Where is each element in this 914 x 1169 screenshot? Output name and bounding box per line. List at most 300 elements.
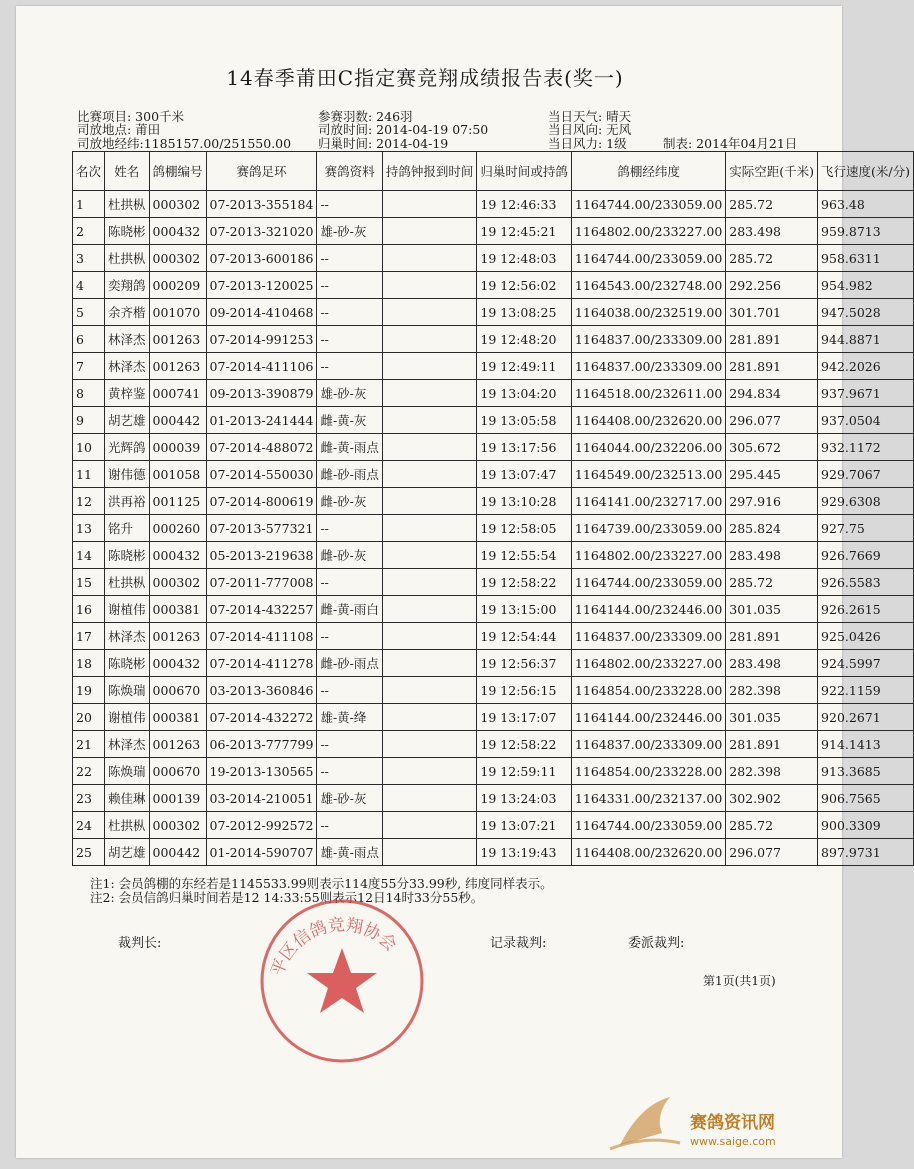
cell-rank: 12 [73,488,105,515]
cell-time: 19 13:10:28 [477,488,572,515]
cell-loft: 000302 [149,191,206,218]
cell-name: 谢伟德 [105,461,150,488]
cell-name: 赖佳琳 [105,785,150,812]
cell-coord: 1164744.00/233059.00 [571,812,725,839]
cell-loft: 000432 [149,542,206,569]
cell-time: 19 13:04:20 [477,380,572,407]
cell-info: 雌-砂-雨点 [317,461,382,488]
cell-ring: 07-2013-321020 [206,218,317,245]
recorder-label: 记录裁判: [490,936,547,951]
cell-clock [382,326,477,353]
release-coordinates: 司放地经纬:1185157.00/251550.00 [77,136,292,151]
cell-dist: 294.834 [726,380,818,407]
cell-coord: 1164408.00/232620.00 [571,407,725,434]
cell-time: 19 12:46:33 [477,191,572,218]
cell-loft: 000039 [149,434,206,461]
cell-coord: 1164837.00/233309.00 [571,623,725,650]
cell-rank: 25 [73,839,105,866]
cell-name: 铭升 [105,515,150,542]
cell-info: 雄-砂-灰 [317,380,382,407]
cell-speed: 944.8871 [818,326,914,353]
table-row [73,515,914,542]
cell-info: 雌-黄-雨白 [317,596,382,623]
cell-rank: 13 [73,515,105,542]
cell-coord: 1164744.00/233059.00 [571,569,725,596]
entries-count: 参赛羽数: 246羽 [318,109,413,124]
cell-info: 雌-黄-雨点 [317,434,382,461]
cell-ring: 07-2014-800619 [206,488,317,515]
cell-speed: 900.3309 [818,812,914,839]
cell-clock [382,731,477,758]
cell-dist: 283.498 [726,218,818,245]
cell-clock [382,542,477,569]
cell-speed: 958.6311 [818,245,914,272]
cell-info: -- [317,569,382,596]
cell-clock [382,380,477,407]
cell-time: 19 13:17:07 [477,704,572,731]
cell-loft: 000670 [149,677,206,704]
cell-ring: 07-2014-991253 [206,326,317,353]
cell-time: 19 12:59:11 [477,758,572,785]
cell-clock [382,353,477,380]
note-2: 注2: 会员信鸽归巢时间若是12 14:33:55则表示12日14时33分55秒。 [90,890,484,905]
svg-text:平区信鸽竞翔协会 [268,915,401,979]
table-row [73,569,914,596]
col-name: 姓名 [105,152,150,191]
table-row [73,542,914,569]
release-place: 司放地点: 莆田 [77,122,161,137]
col-speed: 飞行速度(米/分) [818,152,914,191]
cell-rank: 20 [73,704,105,731]
cell-clock [382,488,477,515]
weather: 当日天气: 晴天 [548,109,632,124]
cell-ring: 07-2014-432257 [206,596,317,623]
cell-rank: 5 [73,299,105,326]
cell-coord: 1164802.00/233227.00 [571,218,725,245]
cell-clock [382,299,477,326]
cell-name: 胡艺雄 [105,839,150,866]
table-row [73,407,914,434]
table-row [73,812,914,839]
cell-ring: 07-2013-355184 [206,191,317,218]
cell-ring: 07-2013-600186 [206,245,317,272]
cell-coord: 1164739.00/233059.00 [571,515,725,542]
cell-loft: 000302 [149,812,206,839]
cell-clock [382,461,477,488]
cell-time: 19 12:48:20 [477,326,572,353]
seal-text: 平区信鸽竞翔协会 [267,915,401,980]
table-row [73,380,914,407]
table-row [73,353,914,380]
cell-coord: 1164802.00/233227.00 [571,542,725,569]
cell-name: 陈晓彬 [105,542,150,569]
cell-dist: 301.701 [726,299,818,326]
cell-loft: 001058 [149,461,206,488]
table-row [73,623,914,650]
table-row [73,218,914,245]
cell-speed: 925.0426 [818,623,914,650]
cell-ring: 07-2013-577321 [206,515,317,542]
cell-loft: 000260 [149,515,206,542]
cell-speed: 920.2671 [818,704,914,731]
table-row [73,650,914,677]
cell-time: 19 12:54:44 [477,623,572,650]
cell-clock [382,191,477,218]
cell-name: 杜拱枞 [105,245,150,272]
official-seal [255,893,430,1068]
cell-time: 19 13:17:56 [477,434,572,461]
cell-name: 林泽杰 [105,731,150,758]
cell-loft: 000381 [149,596,206,623]
cell-time: 19 13:07:47 [477,461,572,488]
cell-coord: 1164141.00/232717.00 [571,488,725,515]
cell-speed: 926.5583 [818,569,914,596]
cell-name: 陈焕瑞 [105,677,150,704]
cell-info: -- [317,245,382,272]
cell-speed: 929.7067 [818,461,914,488]
col-distance: 实际空距(千米) [726,152,818,191]
col-rank: 名次 [73,152,105,191]
cell-speed: 937.9671 [818,380,914,407]
results-table [72,151,914,866]
cell-rank: 14 [73,542,105,569]
table-row [73,245,914,272]
cell-dist: 301.035 [726,704,818,731]
cell-ring: 07-2014-550030 [206,461,317,488]
cell-rank: 4 [73,272,105,299]
cell-name: 杜拱枞 [105,569,150,596]
cell-time: 19 12:56:37 [477,650,572,677]
cell-ring: 06-2013-777799 [206,731,317,758]
watermark-text: 赛鸽资讯网 [690,1113,775,1133]
cell-name: 谢植伟 [105,596,150,623]
cell-loft: 001263 [149,326,206,353]
cell-time: 19 12:56:15 [477,677,572,704]
cell-clock [382,596,477,623]
col-time: 归巢时间或持鸽 [477,152,572,191]
cell-coord: 1164543.00/232748.00 [571,272,725,299]
cell-dist: 285.824 [726,515,818,542]
cell-name: 陈焕瑞 [105,758,150,785]
cell-name: 黄梓鉴 [105,380,150,407]
cell-clock [382,704,477,731]
cell-info: 雄-砂-灰 [317,785,382,812]
cell-info: -- [317,191,382,218]
cell-info: 雄-黄-雨点 [317,839,382,866]
cell-info: 雄-黄-绛 [317,704,382,731]
cell-info: -- [317,812,382,839]
cell-loft: 000670 [149,758,206,785]
cell-dist: 296.077 [726,839,818,866]
wind-force: 当日风力: 1级 [548,136,627,151]
cell-name: 杜拱枞 [105,191,150,218]
cell-loft: 000209 [149,272,206,299]
cell-info: -- [317,623,382,650]
cell-rank: 8 [73,380,105,407]
table-row [73,272,914,299]
cell-time: 19 12:56:02 [477,272,572,299]
event-label: 比赛项目: 300千米 [77,109,185,124]
cell-info: -- [317,272,382,299]
cell-dist: 302.902 [726,785,818,812]
cell-time: 19 13:24:03 [477,785,572,812]
cell-clock [382,434,477,461]
cell-time: 19 13:15:00 [477,596,572,623]
cell-rank: 9 [73,407,105,434]
cell-time: 19 13:08:25 [477,299,572,326]
cell-dist: 292.256 [726,272,818,299]
cell-clock [382,758,477,785]
col-coord: 鸽棚经纬度 [571,152,725,191]
cell-name: 洪再裕 [105,488,150,515]
cell-loft: 000302 [149,569,206,596]
cell-coord: 1164837.00/233309.00 [571,326,725,353]
cell-rank: 11 [73,461,105,488]
cell-name: 林泽杰 [105,623,150,650]
cell-dist: 285.72 [726,245,818,272]
table-header-row [73,152,914,191]
cell-time: 19 13:05:58 [477,407,572,434]
table-row [73,434,914,461]
cell-info: 雄-砂-灰 [317,218,382,245]
cell-dist: 281.891 [726,731,818,758]
wind-direction: 当日风向: 无风 [548,122,632,137]
cell-clock [382,677,477,704]
report-title: 14春季莆田C指定赛竞翔成绩报告表(奖一) [226,66,624,90]
cell-ring: 07-2014-411108 [206,623,317,650]
cell-name: 陈晓彬 [105,650,150,677]
cell-clock [382,785,477,812]
cell-dist: 281.891 [726,623,818,650]
table-row [73,704,914,731]
table-row [73,299,914,326]
cell-clock [382,272,477,299]
cell-rank: 10 [73,434,105,461]
cell-rank: 23 [73,785,105,812]
cell-ring: 07-2011-777008 [206,569,317,596]
cell-speed: 937.0504 [818,407,914,434]
referee-label: 裁判长: [118,936,162,951]
cell-dist: 297.916 [726,488,818,515]
cell-ring: 07-2012-992572 [206,812,317,839]
cell-ring: 05-2013-219638 [206,542,317,569]
cell-coord: 1164802.00/233227.00 [571,650,725,677]
cell-loft: 000381 [149,704,206,731]
cell-speed: 963.48 [818,191,914,218]
cell-time: 19 12:45:21 [477,218,572,245]
note-1: 注1: 会员鸽棚的东经若是1145533.99则表示114度55分33.99秒, 纬度同样表示。 [90,876,553,891]
cell-speed: 954.982 [818,272,914,299]
table-row [73,677,914,704]
cell-time: 19 12:55:54 [477,542,572,569]
cell-coord: 1164837.00/233309.00 [571,353,725,380]
table-row [73,191,914,218]
cell-rank: 1 [73,191,105,218]
cell-loft: 001263 [149,353,206,380]
cell-dist: 301.035 [726,596,818,623]
cell-ring: 19-2013-130565 [206,758,317,785]
cell-time: 19 12:58:05 [477,515,572,542]
cell-speed: 932.1172 [818,434,914,461]
cell-clock [382,650,477,677]
cell-coord: 1164854.00/233228.00 [571,758,725,785]
cell-rank: 16 [73,596,105,623]
cell-name: 余齐楷 [105,299,150,326]
release-time: 司放时间: 2014-04-19 07:50 [318,122,489,137]
cell-speed: 947.5028 [818,299,914,326]
cell-time: 19 12:58:22 [477,569,572,596]
cell-loft: 001070 [149,299,206,326]
made-date: 制表: 2014年04月21日 [663,136,798,151]
cell-ring: 07-2014-411106 [206,353,317,380]
cell-ring: 07-2014-411278 [206,650,317,677]
cell-coord: 1164408.00/232620.00 [571,839,725,866]
cell-loft: 000302 [149,245,206,272]
cell-info: 雌-砂-灰 [317,542,382,569]
page-number: 第1页(共1页) [703,974,776,988]
cell-loft: 000442 [149,407,206,434]
cell-time: 19 13:07:21 [477,812,572,839]
cell-ring: 01-2014-590707 [206,839,317,866]
cell-speed: 924.5997 [818,650,914,677]
table-row [73,785,914,812]
cell-info: -- [317,326,382,353]
cell-rank: 21 [73,731,105,758]
cell-info: -- [317,677,382,704]
cell-dist: 285.72 [726,191,818,218]
cell-speed: 959.8713 [818,218,914,245]
cell-speed: 922.1159 [818,677,914,704]
cell-loft: 000432 [149,650,206,677]
cell-coord: 1164518.00/232611.00 [571,380,725,407]
cell-info: -- [317,758,382,785]
cell-ring: 07-2014-432272 [206,704,317,731]
cell-coord: 1164854.00/233228.00 [571,677,725,704]
return-date: 归巢时间: 2014-04-19 [318,136,449,151]
table-row [73,839,914,866]
cell-speed: 927.75 [818,515,914,542]
table-row [73,488,914,515]
cell-info: -- [317,353,382,380]
cell-name: 谢植伟 [105,704,150,731]
cell-rank: 19 [73,677,105,704]
cell-coord: 1164331.00/232137.00 [571,785,725,812]
cell-info: -- [317,299,382,326]
cell-dist: 285.72 [726,569,818,596]
cell-dist: 295.445 [726,461,818,488]
cell-dist: 282.398 [726,758,818,785]
cell-coord: 1164144.00/232446.00 [571,596,725,623]
cell-loft: 000432 [149,218,206,245]
cell-info: -- [317,515,382,542]
cell-clock [382,515,477,542]
cell-speed: 942.2026 [818,353,914,380]
cell-rank: 17 [73,623,105,650]
cell-coord: 1164144.00/232446.00 [571,704,725,731]
cell-speed: 926.7669 [818,542,914,569]
results-body [73,191,914,866]
col-clock: 持鸽钟报到时间 [382,152,477,191]
cell-clock [382,218,477,245]
cell-loft: 000139 [149,785,206,812]
cell-coord: 1164744.00/233059.00 [571,245,725,272]
cell-time: 19 13:19:43 [477,839,572,866]
cell-coord: 1164549.00/232513.00 [571,461,725,488]
cell-ring: 07-2014-488072 [206,434,317,461]
cell-clock [382,623,477,650]
cell-clock [382,812,477,839]
cell-loft: 000442 [149,839,206,866]
assigned-label: 委派裁判: [628,936,685,951]
cell-ring: 09-2013-390879 [206,380,317,407]
cell-rank: 18 [73,650,105,677]
cell-dist: 296.077 [726,407,818,434]
cell-coord: 1164044.00/232206.00 [571,434,725,461]
col-loft: 鸽棚编号 [149,152,206,191]
cell-ring: 01-2013-241444 [206,407,317,434]
cell-coord: 1164038.00/232519.00 [571,299,725,326]
cell-info: 雌-黄-灰 [317,407,382,434]
cell-name: 林泽杰 [105,353,150,380]
cell-rank: 3 [73,245,105,272]
cell-clock [382,569,477,596]
cell-rank: 7 [73,353,105,380]
table-row [73,731,914,758]
cell-dist: 281.891 [726,353,818,380]
pigeon-icon [620,1097,670,1145]
cell-dist: 305.672 [726,434,818,461]
cell-dist: 283.498 [726,542,818,569]
cell-time: 19 12:48:03 [477,245,572,272]
cell-name: 陈晓彬 [105,218,150,245]
cell-name: 胡艺雄 [105,407,150,434]
cell-name: 奕翔鸽 [105,272,150,299]
cell-rank: 24 [73,812,105,839]
col-info: 赛鸽资料 [317,152,382,191]
cell-coord: 1164837.00/233309.00 [571,731,725,758]
cell-rank: 2 [73,218,105,245]
cell-info: -- [317,731,382,758]
cell-speed: 914.1413 [818,731,914,758]
cell-dist: 282.398 [726,677,818,704]
cell-dist: 283.498 [726,650,818,677]
cell-loft: 001263 [149,623,206,650]
cell-clock [382,245,477,272]
cell-info: 雌-砂-灰 [317,488,382,515]
cell-ring: 03-2014-210051 [206,785,317,812]
table-row [73,326,914,353]
cell-loft: 001125 [149,488,206,515]
cell-clock [382,407,477,434]
cell-name: 光辉鸽 [105,434,150,461]
cell-loft: 000741 [149,380,206,407]
cell-rank: 22 [73,758,105,785]
cell-time: 19 12:49:11 [477,353,572,380]
cell-speed: 929.6308 [818,488,914,515]
cell-info: 雌-砂-雨点 [317,650,382,677]
cell-speed: 906.7565 [818,785,914,812]
cell-name: 林泽杰 [105,326,150,353]
cell-coord: 1164744.00/233059.00 [571,191,725,218]
cell-speed: 926.2615 [818,596,914,623]
watermark-url: www.saige.com [690,1135,776,1148]
cell-loft: 001263 [149,731,206,758]
cell-dist: 281.891 [726,326,818,353]
cell-ring: 09-2014-410468 [206,299,317,326]
table-row [73,596,914,623]
cell-ring: 03-2013-360846 [206,677,317,704]
star-icon [307,948,377,1013]
